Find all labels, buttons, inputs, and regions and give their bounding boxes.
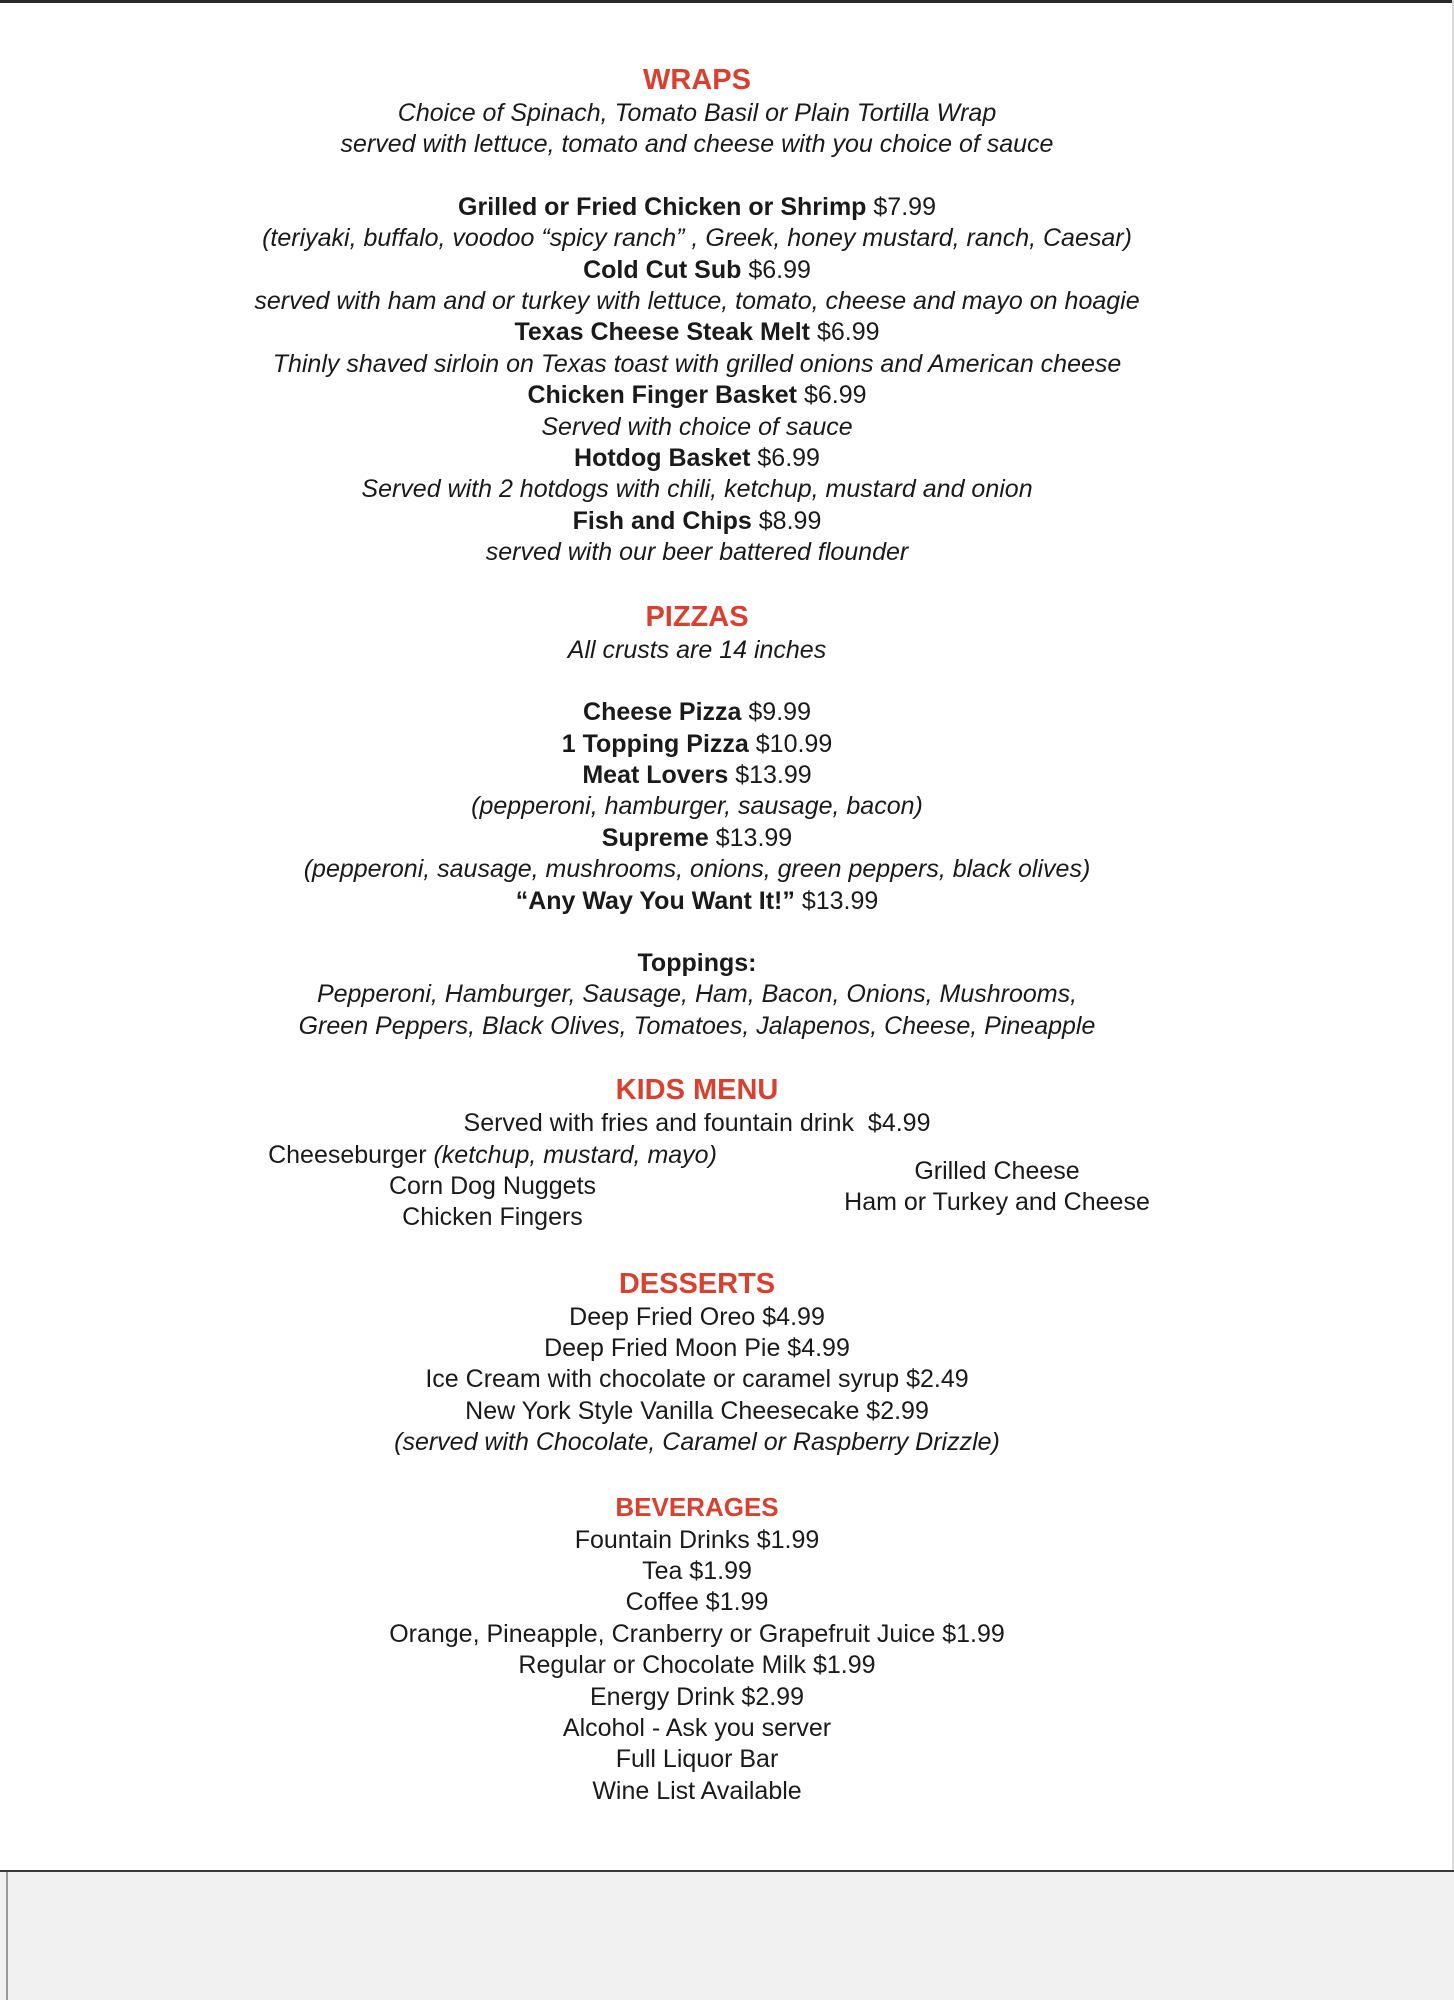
item-name: Hotdog Basket — [574, 444, 751, 473]
kids-left-column — [195, 1140, 790, 1234]
kids-right-column — [790, 1156, 1204, 1219]
menu-item — [0, 697, 1394, 728]
kids-item — [195, 1140, 790, 1171]
item-name: Meat Lovers — [582, 760, 729, 789]
kids-item: Corn Dog Nuggets — [388, 1171, 597, 1200]
item-note: served with ham and or turkey with lettuce, tomato, cheese and mayo on hoagie — [254, 287, 1140, 316]
item-price: $6.99 — [748, 255, 811, 284]
kids-desc-text: Served with fries and fountain drink — [463, 1109, 855, 1138]
item-price: $7.99 — [873, 192, 936, 221]
item-price: $6.99 — [803, 381, 867, 410]
wraps-section — [0, 62, 1394, 569]
scanner-backing — [0, 1872, 1454, 2000]
dessert-item: Deep Fried Oreo $4.99 — [569, 1302, 825, 1331]
item-name: Cold Cut Sub — [583, 255, 742, 284]
item-name: Supreme — [601, 823, 709, 852]
kids-price: $4.99 — [867, 1109, 931, 1138]
toppings-list: Pepperoni, Hamburger, Sausage, Ham, Bacon, Onions, Mushrooms, — [316, 980, 1078, 1009]
beverage-item: Wine List Available — [592, 1776, 802, 1805]
menu-item — [0, 729, 1394, 760]
wraps-heading: WRAPS — [643, 64, 751, 96]
item-note: Served with 2 hotdogs with chili, ketchup, mustard and onion — [361, 475, 1033, 504]
wraps-description-2: served with lettuce, tomato and cheese with you choice of sauce — [340, 130, 1054, 159]
item-note: served with our beer battered flounder — [485, 538, 909, 567]
pizzas-heading: PIZZAS — [645, 600, 749, 633]
kids-description — [0, 1108, 1394, 1139]
item-price: $9.99 — [748, 698, 811, 727]
kids-item: Chicken Fingers — [402, 1203, 583, 1232]
dessert-item: Ice Cream with chocolate or caramel syrup $2.49 — [425, 1365, 969, 1394]
item-name: Cheeseburger — [268, 1140, 427, 1169]
beverage-item: Full Liquor Bar — [615, 1745, 779, 1774]
menu-item — [0, 192, 1394, 223]
item-price: $6.99 — [757, 444, 820, 473]
kids-columns — [0, 1140, 1394, 1236]
menu-item — [0, 886, 1394, 917]
desserts-section — [0, 1266, 1394, 1459]
item-note: (ketchup, mustard, mayo) — [433, 1140, 717, 1169]
kids-heading: KIDS MENU — [615, 1074, 779, 1107]
kids-section — [0, 1072, 1394, 1235]
item-name: Grilled or Fried Chicken or Shrimp — [458, 192, 867, 221]
item-price: $13.99 — [715, 823, 793, 852]
item-name: Texas Cheese Steak Melt — [514, 318, 810, 347]
beverage-item: Fountain Drinks $1.99 — [574, 1525, 820, 1554]
backing-fold-line — [6, 1872, 8, 2000]
item-price: $13.99 — [735, 760, 812, 789]
beverages-section — [0, 1489, 1394, 1808]
toppings-list-2: Green Peppers, Black Olives, Tomatoes, Jalapenos, Cheese, Pineapple — [298, 1011, 1096, 1040]
beverage-item: Energy Drink $2.99 — [589, 1682, 804, 1711]
menu-item — [0, 255, 1394, 286]
desserts-heading: DESSERTS — [618, 1267, 776, 1300]
item-name: Chicken Finger Basket — [527, 381, 797, 410]
item-name: “Any Way You Want It!” — [515, 886, 795, 915]
beverage-item: Tea $1.99 — [642, 1557, 752, 1585]
beverage-item: Alcohol - Ask you server — [562, 1714, 832, 1743]
menu-item — [0, 317, 1394, 348]
item-note: (teriyaki, buffalo, voodoo “spicy ranch” , Greek, honey mustard, ranch, Caesar) — [262, 224, 1132, 253]
item-price: $10.99 — [755, 729, 833, 758]
dessert-note: (served with Chocolate, Caramel or Raspberry Drizzle) — [394, 1428, 1000, 1457]
item-note: (pepperoni, hamburger, sausage, bacon) — [471, 792, 923, 821]
top-edge — [0, 0, 1454, 3]
item-note: (pepperoni, sausage, mushrooms, onions, green peppers, black olives) — [303, 855, 1091, 884]
menu-item — [0, 506, 1394, 537]
dessert-item: Deep Fried Moon Pie $4.99 — [544, 1333, 850, 1362]
item-note: Served with choice of sauce — [541, 412, 853, 441]
kids-item: Ham or Turkey and Cheese — [844, 1187, 1150, 1216]
item-name: Fish and Chips — [572, 506, 752, 535]
pizzas-description: All crusts are 14 inches — [567, 635, 827, 664]
item-price: $13.99 — [801, 886, 879, 915]
menu-item — [0, 760, 1394, 791]
pizzas-section — [0, 599, 1394, 1042]
toppings-label: Toppings: — [637, 948, 757, 977]
item-price: $6.99 — [816, 318, 880, 347]
item-price: $8.99 — [758, 506, 822, 535]
beverage-item: Orange, Pineapple, Cranberry or Grapefruit Juice $1.99 — [389, 1619, 1005, 1648]
dessert-item: New York Style Vanilla Cheesecake $2.99 — [465, 1396, 929, 1425]
menu-item — [0, 823, 1394, 854]
beverages-heading: BEVERAGES — [615, 1491, 779, 1522]
item-name: 1 Topping Pizza — [561, 729, 749, 758]
kids-item: Grilled Cheese — [914, 1156, 1080, 1185]
item-note: Thinly shaved sirloin on Texas toast with grilled onions and American cheese — [272, 349, 1122, 378]
wraps-description: Choice of Spinach, Tomato Basil or Plain Tortilla Wrap — [397, 99, 997, 127]
beverage-item: Coffee $1.99 — [625, 1588, 769, 1617]
menu-item — [0, 443, 1394, 474]
beverage-item: Regular or Chocolate Milk $1.99 — [518, 1651, 876, 1680]
menu-content — [0, 62, 1394, 1807]
item-name: Cheese Pizza — [583, 698, 742, 727]
menu-item — [0, 380, 1394, 411]
